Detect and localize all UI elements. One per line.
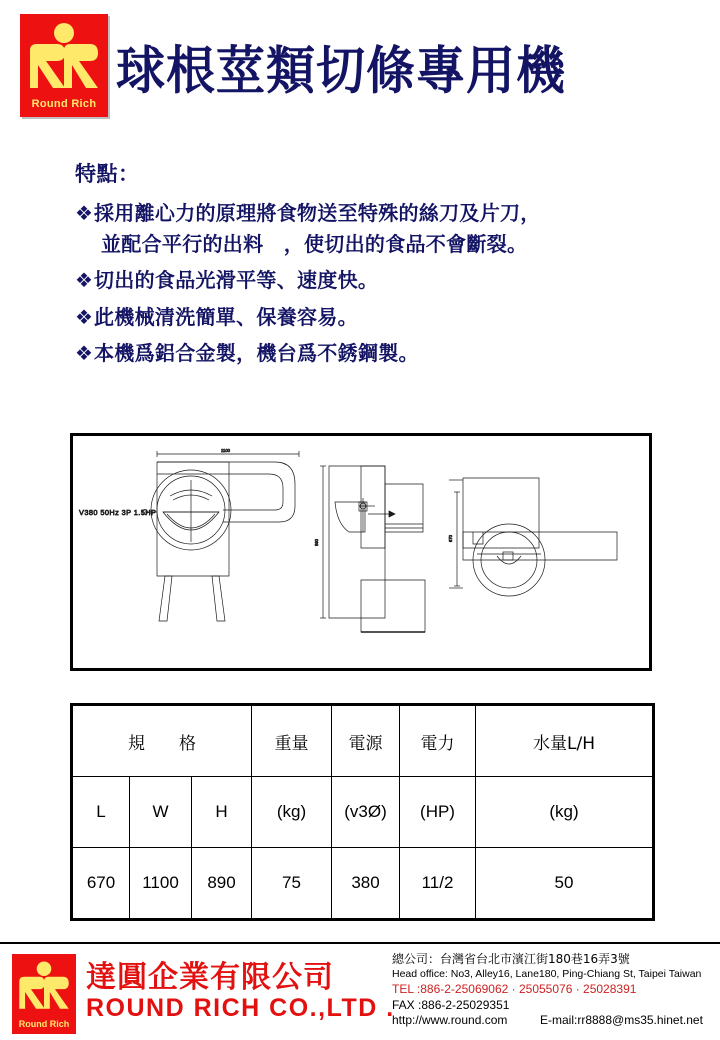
unit-length: L	[72, 777, 130, 848]
footer-address-cjk: 總公司：台灣省台北市濱江街180巷16弄3號	[392, 952, 630, 966]
page-footer	[0, 950, 720, 1040]
feature-text: 採用離心力的原理將食物送至特殊的絲刀及片刀，	[94, 201, 541, 225]
footer-divider	[0, 942, 720, 944]
value-water: 50	[476, 848, 654, 920]
motor-spec-label: V380 50Hz 3P 1.5HP	[79, 508, 157, 517]
dimension-label-side: 890	[314, 539, 319, 546]
diamond-bullet-icon: ❖	[75, 201, 94, 225]
diamond-bullet-icon: ❖	[75, 268, 94, 293]
unit-voltage: (v3Ø)	[332, 777, 400, 848]
feature-continuation: 並配合平行的出料 ，使切出的食品不會斷裂。	[101, 231, 528, 256]
footer-fax: FAX :886-2-25029351	[392, 997, 510, 1012]
dimension-label-top-view: 670	[448, 535, 453, 542]
value-width: 1100	[130, 848, 192, 920]
footer-email-link[interactable]: E-mail:rr8888@ms35.hinet.net	[540, 1013, 703, 1028]
footer-website-link[interactable]: http://www.round.com	[392, 1013, 508, 1028]
value-horsepower: 11/2	[400, 848, 476, 920]
unit-width: W	[130, 777, 192, 848]
technical-drawing-frame	[70, 433, 652, 671]
unit-weight: (kg)	[252, 777, 332, 848]
header-weight: 重量	[252, 705, 332, 777]
header-power-source: 電源	[332, 705, 400, 777]
feature-item	[75, 306, 675, 330]
footer-web-row	[392, 1013, 718, 1029]
unit-horsepower: (HP)	[400, 777, 476, 848]
features-heading: 特點：	[75, 162, 140, 186]
footer-address-en: Head office: No3, Alley16, Lane180, Ping-Chiang St, Taipei Taiwan	[392, 967, 702, 980]
footer-logo-caption: Round Rich	[18, 1019, 70, 1029]
footer-contact-block	[392, 952, 718, 1029]
table-row-group-headers	[72, 705, 654, 777]
logo-caption: Round Rich	[31, 98, 97, 110]
machine-orthographic-drawing	[73, 436, 649, 668]
header-power: 電力	[400, 705, 476, 777]
round-rich-logo-icon	[12, 958, 76, 1013]
value-weight: 75	[252, 848, 332, 920]
unit-water: (kg)	[476, 777, 654, 848]
footer-company-logo	[12, 954, 76, 1034]
feature-text: 本機爲鋁合金製，機台爲不銹鋼製。	[94, 341, 419, 366]
value-voltage: 380	[332, 848, 400, 920]
feature-text: 切出的食品光滑平等、速度快。	[94, 268, 379, 293]
page-title: 球根莖類切條專用機	[116, 40, 567, 102]
feature-item	[75, 342, 675, 366]
feature-text: 此機械清洗簡單、保養容易。	[94, 304, 358, 329]
features-section	[75, 158, 675, 379]
diamond-bullet-icon: ❖	[75, 341, 94, 366]
footer-telephone: TEL :886-2-25069062 · 25055076 · 25028391	[392, 981, 637, 996]
value-height: 890	[192, 848, 252, 920]
specification-table	[70, 703, 655, 921]
table-row-values	[72, 848, 654, 920]
header-dimensions: 規 格	[72, 705, 252, 777]
footer-company-name-cjk: 達圓企業有限公司	[86, 960, 334, 995]
company-logo	[20, 14, 108, 117]
header-water-volume: 水量L/H	[476, 705, 654, 777]
dimension-label-top: 1100	[221, 448, 231, 453]
round-rich-logo-icon	[20, 20, 108, 92]
feature-item	[75, 202, 675, 226]
page-header	[0, 0, 720, 132]
specification-table-wrapper	[70, 703, 652, 921]
table-row-units	[72, 777, 654, 848]
diamond-bullet-icon: ❖	[75, 304, 94, 329]
footer-company-name-en: ROUND RICH CO.,LTD .	[86, 994, 395, 1022]
value-length: 670	[72, 848, 130, 920]
feature-item	[75, 269, 675, 293]
unit-height: H	[192, 777, 252, 848]
